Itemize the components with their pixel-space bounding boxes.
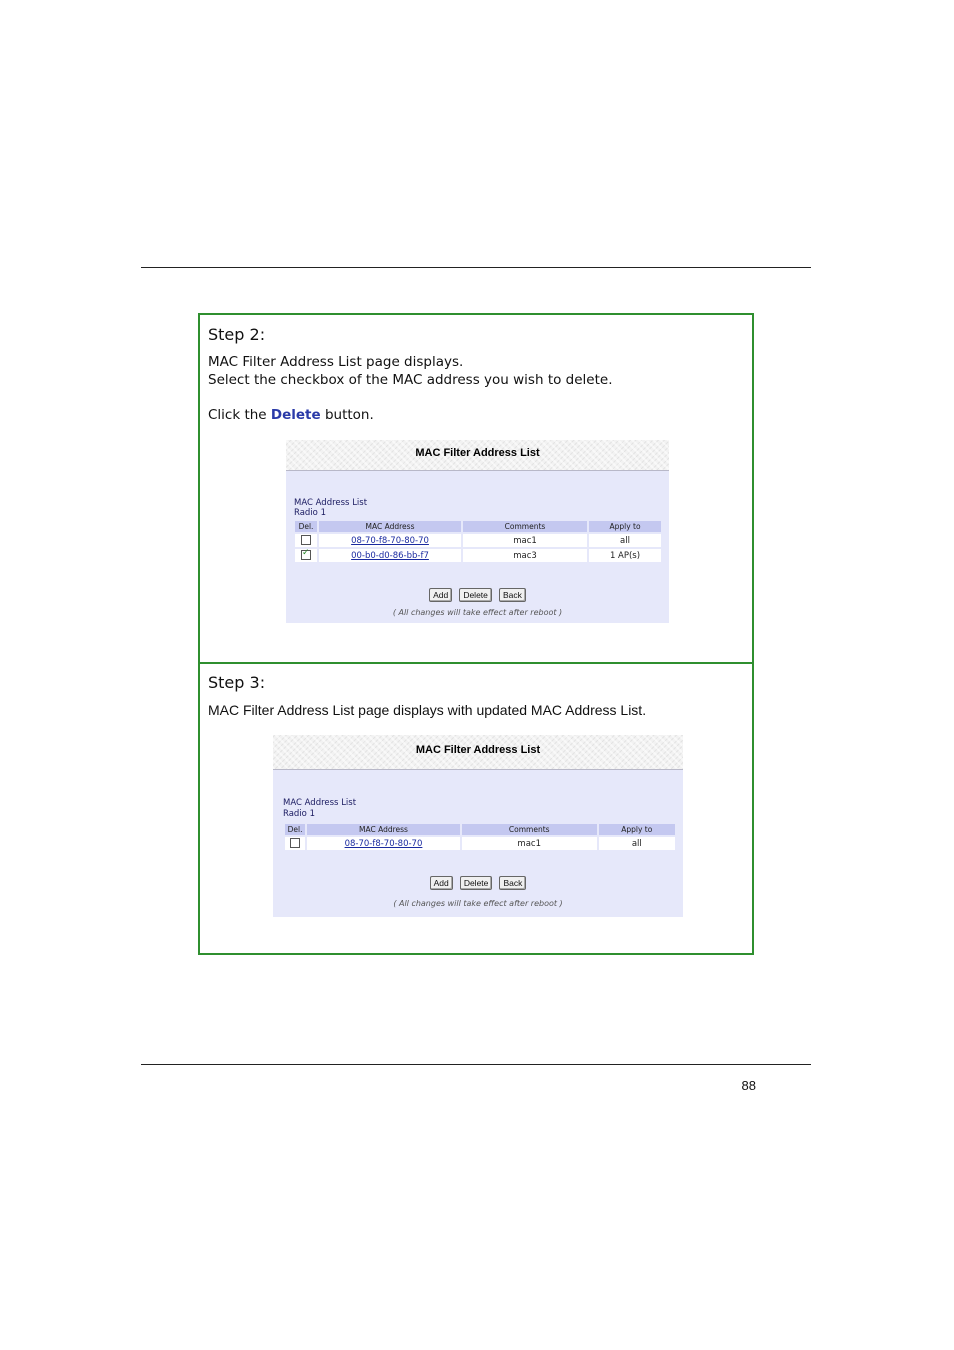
mac-link[interactable]: 08-70-f8-70-80-70: [351, 535, 429, 546]
step3-title: Step 3:: [208, 673, 266, 692]
radio-label: Radio 1: [283, 809, 315, 819]
col-del: Del.: [295, 521, 317, 532]
col-apply-to: Apply to: [599, 824, 675, 835]
delete-button[interactable]: Delete: [459, 588, 492, 602]
del-cell: [295, 534, 317, 547]
comment-cell: mac1: [462, 837, 597, 850]
table-row: [285, 837, 675, 850]
screen-title: MAC Filter Address List: [415, 744, 541, 756]
page-number: 88: [741, 1078, 756, 1093]
radio-label: Radio 1: [294, 508, 326, 518]
step2-screenshot: [286, 440, 669, 623]
col-mac-address: MAC Address: [319, 521, 461, 532]
mac-cell: [307, 837, 460, 850]
table-header-row: [295, 521, 661, 532]
reboot-note: ( All changes will take effect after reboot ): [392, 608, 563, 617]
step2-title: Step 2:: [208, 325, 266, 344]
col-del: Del.: [285, 824, 305, 835]
delete-checkbox[interactable]: [301, 550, 311, 560]
screen-header: [286, 440, 669, 471]
comment-cell: mac1: [463, 534, 587, 547]
delete-checkbox[interactable]: [301, 535, 311, 545]
col-apply-to: Apply to: [589, 521, 661, 532]
col-mac-address: MAC Address: [307, 824, 460, 835]
step3-line1: MAC Filter Address List page displays with updated MAC Address List.: [208, 702, 647, 718]
button-row: [273, 871, 683, 890]
table-header-row: [285, 824, 675, 835]
mac-address-list-label: MAC Address List: [283, 798, 357, 808]
step2-line2: Select the checkbox of the MAC address you wish to delete.: [208, 372, 613, 388]
mac-table: [293, 519, 663, 564]
screen-header: [273, 735, 683, 770]
footer-rule: [141, 1064, 811, 1065]
add-button[interactable]: Add: [430, 876, 453, 890]
step2-line1: MAC Filter Address List page displays.: [208, 354, 464, 370]
del-cell: [285, 837, 305, 850]
mac-link[interactable]: 00-b0-d0-86-bb-f7: [351, 550, 429, 561]
delete-keyword: Delete: [270, 407, 321, 423]
screen-title: MAC Filter Address List: [415, 447, 540, 459]
mac-table: [283, 822, 677, 852]
delete-checkbox[interactable]: [290, 838, 300, 848]
click-prefix: Click the: [208, 407, 271, 423]
mac-address-list-label: MAC Address List: [294, 498, 368, 508]
del-cell: [295, 549, 317, 562]
table-row: [295, 534, 661, 547]
step2-click-instruction: [208, 406, 374, 424]
click-suffix: button.: [320, 407, 374, 423]
table-row: [295, 549, 661, 562]
apply-cell: 1 AP(s): [589, 549, 661, 562]
mac-cell: [319, 534, 461, 547]
mac-link[interactable]: 08-70-f8-70-80-70: [344, 838, 423, 849]
apply-cell: all: [599, 837, 675, 850]
mac-cell: [319, 549, 461, 562]
back-button[interactable]: Back: [499, 876, 526, 890]
comment-cell: mac3: [463, 549, 587, 562]
header-rule: [141, 267, 811, 268]
steps-frame: [198, 313, 754, 955]
col-comments: Comments: [463, 521, 587, 532]
add-button[interactable]: Add: [429, 588, 452, 602]
step-divider: [200, 662, 752, 664]
reboot-note: ( All changes will take effect after reboot ): [393, 899, 563, 908]
back-button[interactable]: Back: [499, 588, 526, 602]
col-comments: Comments: [462, 824, 597, 835]
delete-button[interactable]: Delete: [460, 876, 493, 890]
step3-screenshot: [273, 735, 683, 917]
button-row: [286, 583, 669, 602]
apply-cell: all: [589, 534, 661, 547]
